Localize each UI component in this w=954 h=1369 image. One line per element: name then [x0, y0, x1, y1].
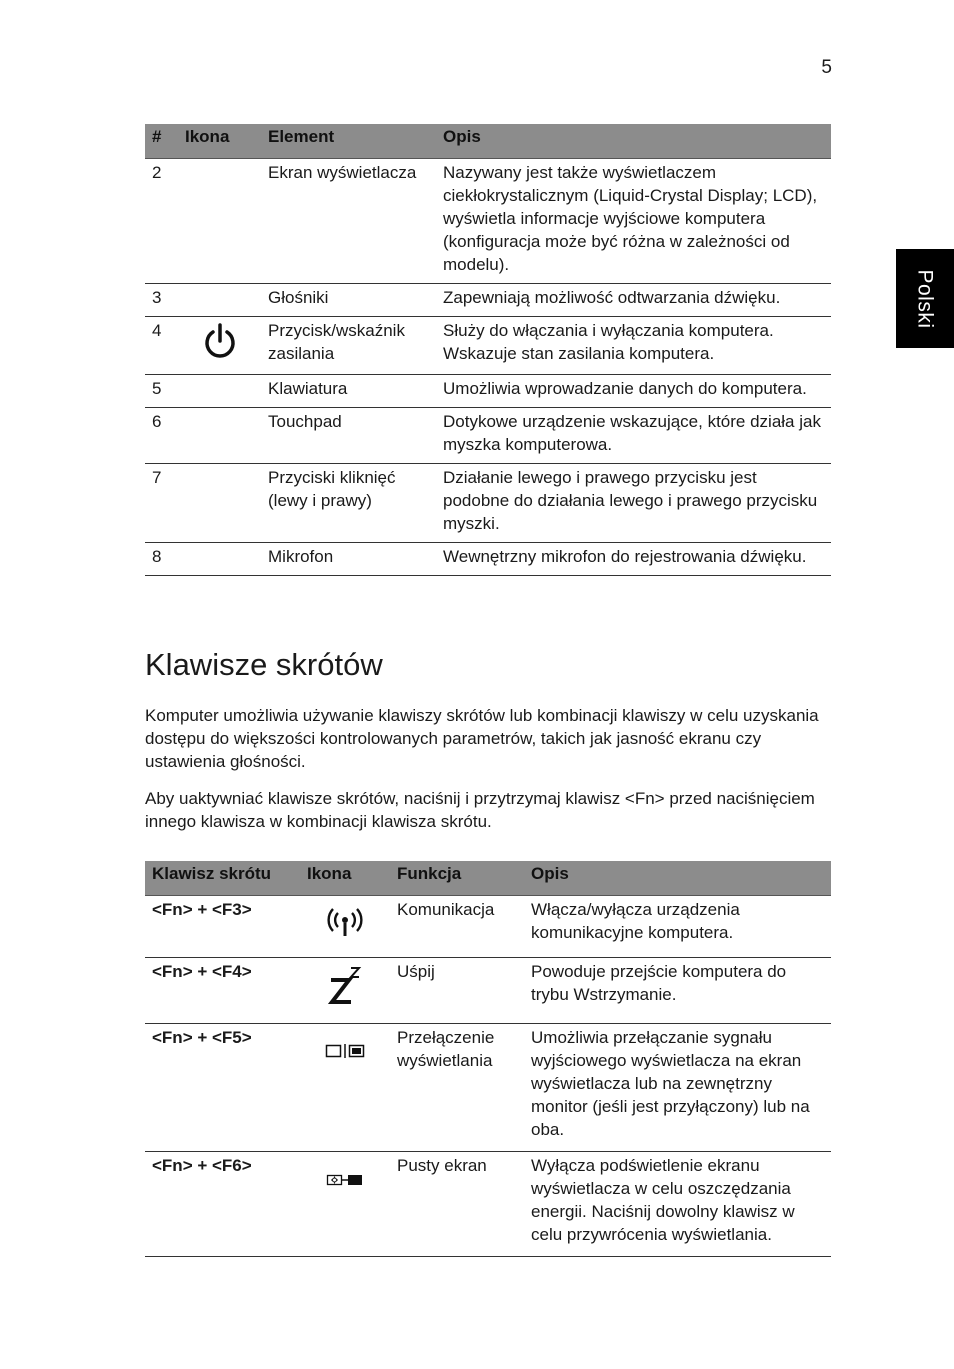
table-row: [145, 1024, 831, 1152]
row-element: Klawiatura: [261, 375, 436, 408]
table-row: [145, 543, 831, 576]
column-header: Opis: [436, 124, 831, 159]
hotkey-description: Umożliwia przełączanie sygnału wyjściowego wyświetlacza na ekran wyświetlacza lub na zewnętrzny monitor (jeśli jest przyłączony) lub na oba.: [524, 1024, 831, 1152]
row-element: Przyciski kliknięć (lewy i prawy): [261, 464, 436, 543]
row-element: Touchpad: [261, 408, 436, 464]
table-row: [145, 896, 831, 958]
row-description: Umożliwia wprowadzanie danych do komputera.: [436, 375, 831, 408]
row-element: Ekran wyświetlacza: [261, 159, 436, 284]
icon-cell: [178, 375, 261, 408]
row-description: Działanie lewego i prawego przycisku jest podobne do działania lewego i prawego przycisku myszki.: [436, 464, 831, 543]
instruction-paragraph: Aby uaktywniać klawisze skrótów, naciśnij i przytrzymaj klawisz <Fn> przed naciśnięciem innego klawisza w kombinacji klawisza skrótu.: [145, 789, 815, 831]
icon-cell: [178, 284, 261, 317]
column-header: Klawisz skrótu: [145, 861, 300, 896]
icon-cell: [300, 896, 390, 958]
power-icon: [202, 323, 238, 361]
column-header: Ikona: [178, 124, 261, 159]
icon-cell: [178, 464, 261, 543]
table-row: [145, 464, 831, 543]
display-toggle-icon: [325, 1043, 365, 1059]
intro-paragraph: Komputer umożliwia używanie klawiszy skrótów lub kombinacji klawiszy w celu uzyskania dostępu do większości kontrolowanych parametrów, takich jak jasność ekranu czy ustawienia głośności.: [145, 706, 819, 771]
row-description: Wewnętrzny mikrofon do rejestrowania dźwięku.: [436, 543, 831, 576]
section-title: Klawisze skrótów: [145, 647, 383, 682]
screen-blank-icon: [326, 1173, 364, 1187]
row-element: Głośniki: [261, 284, 436, 317]
row-number: 5: [145, 375, 178, 408]
hotkey-function: Komunikacja: [390, 896, 524, 958]
table-header-row: [145, 124, 831, 159]
table-row: [145, 159, 831, 284]
column-header: Ikona: [300, 861, 390, 896]
hotkey-description: Włącza/wyłącza urządzenia komunikacyjne komputera.: [524, 896, 831, 958]
table-row: [145, 958, 831, 1024]
hotkey-description: Wyłącza podświetlenie ekranu wyświetlacza w celu oszczędzania energii. Naciśnij dowolny klawisz w celu przywrócenia wyświetlania.: [524, 1152, 831, 1257]
row-number: 3: [145, 284, 178, 317]
hotkey-combo: <Fn> + <F4>: [145, 958, 300, 1024]
column-header: Funkcja: [390, 861, 524, 896]
column-header: #: [145, 124, 178, 159]
row-number: 7: [145, 464, 178, 543]
row-description: Zapewniają możliwość odtwarzania dźwięku.: [436, 284, 831, 317]
icon-cell: [300, 1152, 390, 1257]
row-number: 2: [145, 159, 178, 284]
icon-cell: [300, 1024, 390, 1152]
wireless-icon: [325, 908, 365, 938]
row-description: Służy do włączania i wyłączania komputera. Wskazuje stan zasilania komputera.: [436, 317, 831, 375]
hotkeys-table: [145, 861, 831, 1257]
table-row: [145, 1152, 831, 1257]
hotkey-function: Pusty ekran: [390, 1152, 524, 1257]
page-number: 5: [821, 57, 832, 78]
row-element: Mikrofon: [261, 543, 436, 576]
icon-cell: [178, 543, 261, 576]
row-number: 8: [145, 543, 178, 576]
table-row: [145, 317, 831, 375]
column-header: Element: [261, 124, 436, 159]
table-row: [145, 375, 831, 408]
column-header: Opis: [524, 861, 831, 896]
row-number: 6: [145, 408, 178, 464]
icon-cell: [300, 958, 390, 1024]
hotkey-combo: <Fn> + <F3>: [145, 896, 300, 958]
row-description: Dotykowe urządzenie wskazujące, które działa jak myszka komputerowa.: [436, 408, 831, 464]
icon-cell: [178, 159, 261, 284]
row-description: Nazywany jest także wyświetlaczem ciekłokrystalicznym (Liquid-Crystal Display; LCD), wyświetla informacje wyjściowe komputera (konfiguracja może być różna w zależności od modelu).: [436, 159, 831, 284]
row-number: 4: [145, 317, 178, 375]
icon-cell: [178, 408, 261, 464]
hotkey-function: Uśpij: [390, 958, 524, 1024]
hotkey-combo: <Fn> + <F5>: [145, 1024, 300, 1152]
hotkey-combo: <Fn> + <F6>: [145, 1152, 300, 1257]
table-row: [145, 408, 831, 464]
language-tab: [896, 249, 954, 348]
row-element: Przycisk/wskaźnik zasilania: [261, 317, 436, 375]
language-tab-label: Polski: [914, 268, 937, 329]
hotkey-description: Powoduje przejście komputera do trybu Wstrzymanie.: [524, 958, 831, 1024]
table-header-row: [145, 861, 831, 896]
table-row: [145, 284, 831, 317]
hotkey-function: Przełączenie wyświetlania: [390, 1024, 524, 1152]
components-table: [145, 124, 831, 576]
icon-cell: [178, 317, 261, 375]
sleep-icon: [327, 966, 363, 1006]
